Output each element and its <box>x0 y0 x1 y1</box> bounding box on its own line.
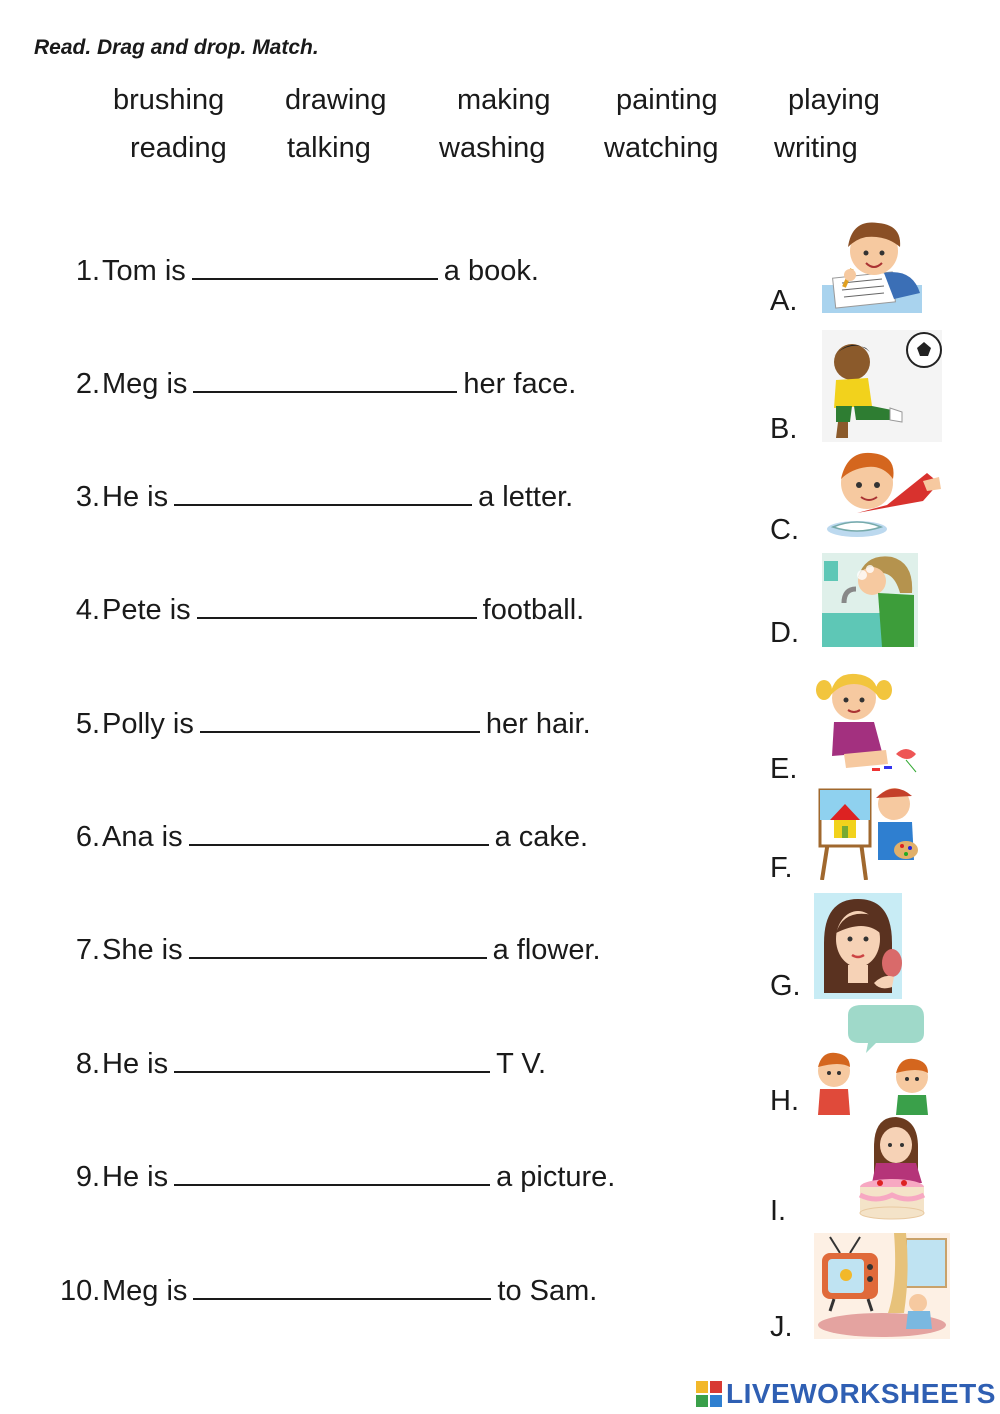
answer-blank[interactable] <box>192 252 438 280</box>
word-reading[interactable]: reading <box>130 132 227 164</box>
question-end: a flower. <box>492 934 601 966</box>
question-number: 8. <box>75 1048 100 1080</box>
answer-blank[interactable] <box>200 705 480 733</box>
answer-letter-d: D. <box>770 617 799 649</box>
question-end: her face. <box>463 368 577 400</box>
answer-blank[interactable] <box>174 478 472 506</box>
answer-blank[interactable] <box>174 1158 490 1186</box>
question-start: Tom is <box>102 255 186 287</box>
answer-blank[interactable] <box>197 591 477 619</box>
question-number: 4. <box>75 594 100 626</box>
question-number: 7. <box>75 934 100 966</box>
question-end: a picture. <box>496 1161 616 1193</box>
brand-name: LIVEWORKSHEETS <box>726 1378 996 1409</box>
kids-talking-picture <box>812 1005 938 1115</box>
boy-reading-picture <box>827 443 943 543</box>
question-number: 2. <box>75 368 100 400</box>
word-making[interactable]: making <box>457 84 551 116</box>
girl-washing-face-picture <box>822 553 918 647</box>
question-end: a cake. <box>494 821 589 853</box>
boy-writing-picture <box>822 213 922 313</box>
answer-letter-e: E. <box>770 753 798 785</box>
answer-letter-b: B. <box>770 413 798 445</box>
boy-painting-picture <box>814 780 918 880</box>
question-number: 10. <box>60 1275 101 1307</box>
girl-drawing-picture <box>816 668 928 778</box>
question-start: She is <box>102 934 183 966</box>
word-brushing[interactable]: brushing <box>113 84 225 116</box>
answer-letter-h: H. <box>770 1085 799 1117</box>
question-start: Polly is <box>102 708 194 740</box>
question-end: her hair. <box>485 708 591 740</box>
child-watching-tv-picture <box>814 1233 950 1339</box>
question-number: 5. <box>75 708 100 740</box>
question-number: 6. <box>75 821 100 853</box>
question-start: Ana is <box>102 821 183 853</box>
answer-letter-a: A. <box>770 285 798 317</box>
word-talking[interactable]: talking <box>287 132 371 164</box>
word-playing[interactable]: playing <box>788 84 880 116</box>
answer-blank[interactable] <box>193 365 457 393</box>
question-number: 1. <box>75 255 100 287</box>
question-end: a letter. <box>478 481 574 513</box>
word-painting[interactable]: painting <box>616 84 718 116</box>
boy-playing-football-picture <box>822 330 942 442</box>
question-start: Pete is <box>102 594 191 626</box>
word-drawing[interactable]: drawing <box>285 84 387 116</box>
answer-letter-i: I. <box>770 1195 787 1227</box>
question-end: to Sam. <box>497 1275 598 1307</box>
answer-blank[interactable] <box>189 931 487 959</box>
word-bank-row-2 <box>0 132 1000 172</box>
liveworksheets-logo-icon <box>696 1381 722 1407</box>
question-start: Meg is <box>102 1275 188 1307</box>
word-writing[interactable]: writing <box>774 132 858 164</box>
question-end: football. <box>482 594 585 626</box>
question-start: Meg is <box>102 368 188 400</box>
question-start: He is <box>102 1048 169 1080</box>
word-bank-row-1 <box>0 84 1000 124</box>
answer-letter-c: C. <box>770 514 799 546</box>
answer-blank[interactable] <box>193 1272 491 1300</box>
question-number: 9. <box>75 1161 100 1193</box>
answer-blank[interactable] <box>189 818 489 846</box>
answer-letter-j: J. <box>770 1311 793 1343</box>
question-end: T V. <box>496 1048 547 1080</box>
liveworksheets-brand <box>696 1374 996 1414</box>
girl-making-cake-picture <box>852 1117 930 1223</box>
instructions: Read. Drag and drop. Match. <box>34 36 319 59</box>
answer-letter-g: G. <box>770 970 801 1002</box>
woman-brushing-hair-picture <box>814 893 902 999</box>
question-end: a book. <box>443 255 539 287</box>
question-number: 3. <box>75 481 100 513</box>
word-washing[interactable]: washing <box>439 132 546 164</box>
word-watching[interactable]: watching <box>604 132 719 164</box>
question-start: He is <box>102 1161 169 1193</box>
answer-blank[interactable] <box>174 1045 490 1073</box>
answer-letter-f: F. <box>770 852 793 884</box>
question-start: He is <box>102 481 169 513</box>
